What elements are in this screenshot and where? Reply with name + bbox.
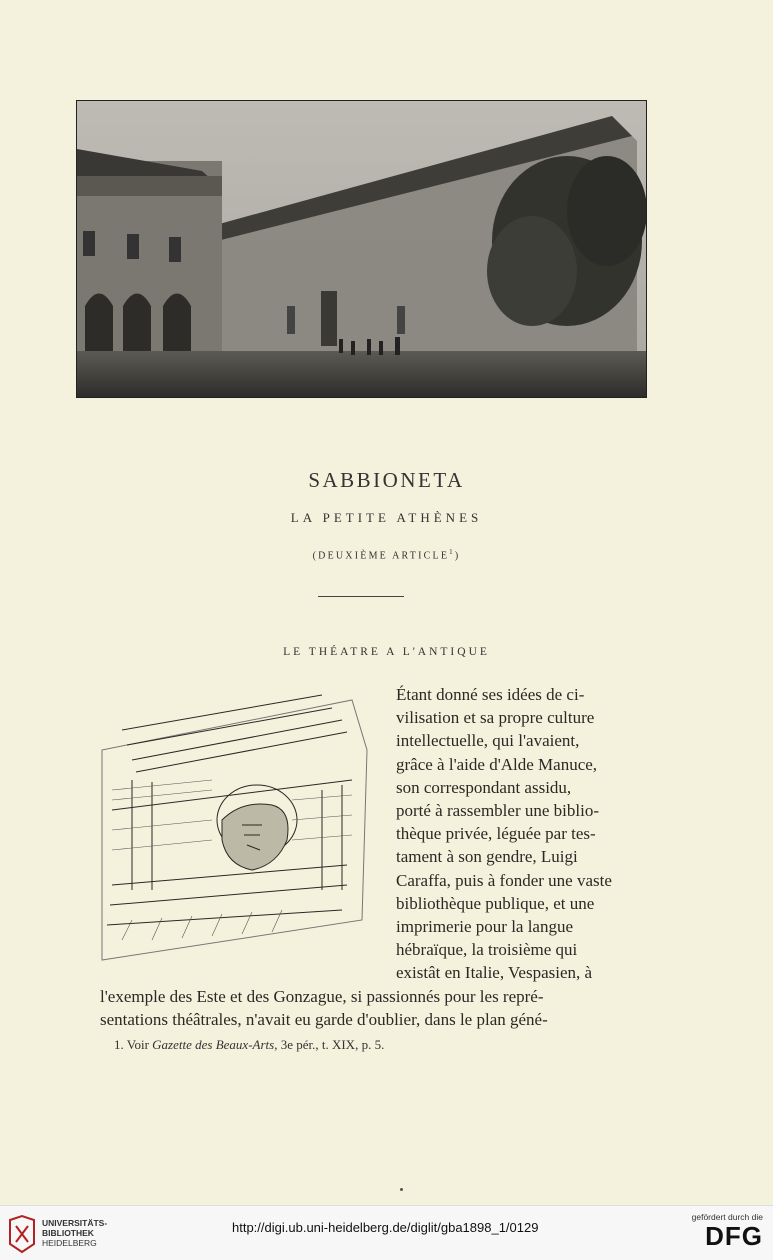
footnote-number: 1. — [114, 1037, 124, 1052]
library-line3: HEIDELBERG — [42, 1238, 97, 1248]
article-part-close: ) — [454, 550, 461, 562]
body-line: vilisation et sa propre culture — [396, 708, 595, 728]
article-subtitle: LA PETITE ATHÈNES — [290, 510, 483, 525]
body-text — [100, 683, 634, 1031]
divider-rule — [318, 596, 404, 597]
footnote-prefix: Voir — [126, 1037, 149, 1052]
body-line: hébraïque, la troisième qui — [396, 940, 578, 960]
body-line: Étant donné ses idées de ci- — [396, 685, 585, 704]
body-line: bibliothèque publique, et une — [396, 893, 595, 913]
dfg-logo: DFG — [705, 1221, 763, 1251]
body-line: Caraffa, puis à fonder une vaste — [396, 870, 612, 890]
body-line: grâce à l'aide d'Alde Manuce, — [396, 754, 598, 774]
body-line: tament à son gendre, Luigi — [396, 847, 578, 867]
university-logo-icon — [8, 1214, 36, 1254]
article-part-text: (DEUXIÈME ARTICLE — [312, 550, 450, 562]
body-line: imprimerie pour la langue — [396, 917, 574, 937]
footnote — [114, 1037, 384, 1053]
viewer-footer — [0, 1205, 773, 1260]
body-line: porté à rassembler une biblio- — [396, 801, 599, 821]
footnote-journal: Gazette des Beaux-Arts, — [152, 1037, 278, 1052]
body-line: existât en Italie, Vespasien, à — [396, 963, 593, 983]
sabbioneta-photograph — [76, 100, 647, 398]
page-mark — [400, 1188, 403, 1191]
sponsor-label: gefördert durch die — [691, 1212, 763, 1222]
section-title: LE THÉATRE A L'ANTIQUE — [283, 646, 490, 658]
body-line: l'exemple des Este et des Gonzague, si passionnés pour les repré- — [100, 986, 544, 1006]
library-name — [42, 1218, 107, 1248]
library-line2: BIBLIOTHEK — [42, 1228, 94, 1238]
page-url-link[interactable]: http://digi.ub.uni-heidelberg.de/diglit/gba1898_1/0129 — [232, 1220, 539, 1235]
article-title: SABBIONETA — [308, 468, 465, 492]
body-line: son correspondant assidu, — [396, 777, 572, 797]
body-line: sentations théâtrales, n'avait eu garde d'oublier, dans le plan géné- — [100, 1009, 548, 1029]
footnote-marker: 1 — [449, 548, 455, 556]
body-line: thèque privée, léguée par tes- — [396, 824, 596, 844]
article-part — [0, 548, 773, 561]
body-line: intellectuelle, qui l'avaient, — [396, 731, 580, 751]
sponsor-block — [692, 1212, 763, 1250]
library-line1: UNIVERSITÄTS- — [42, 1218, 108, 1228]
footnote-ref: 3e pér., t. XIX, p. 5. — [280, 1037, 385, 1052]
